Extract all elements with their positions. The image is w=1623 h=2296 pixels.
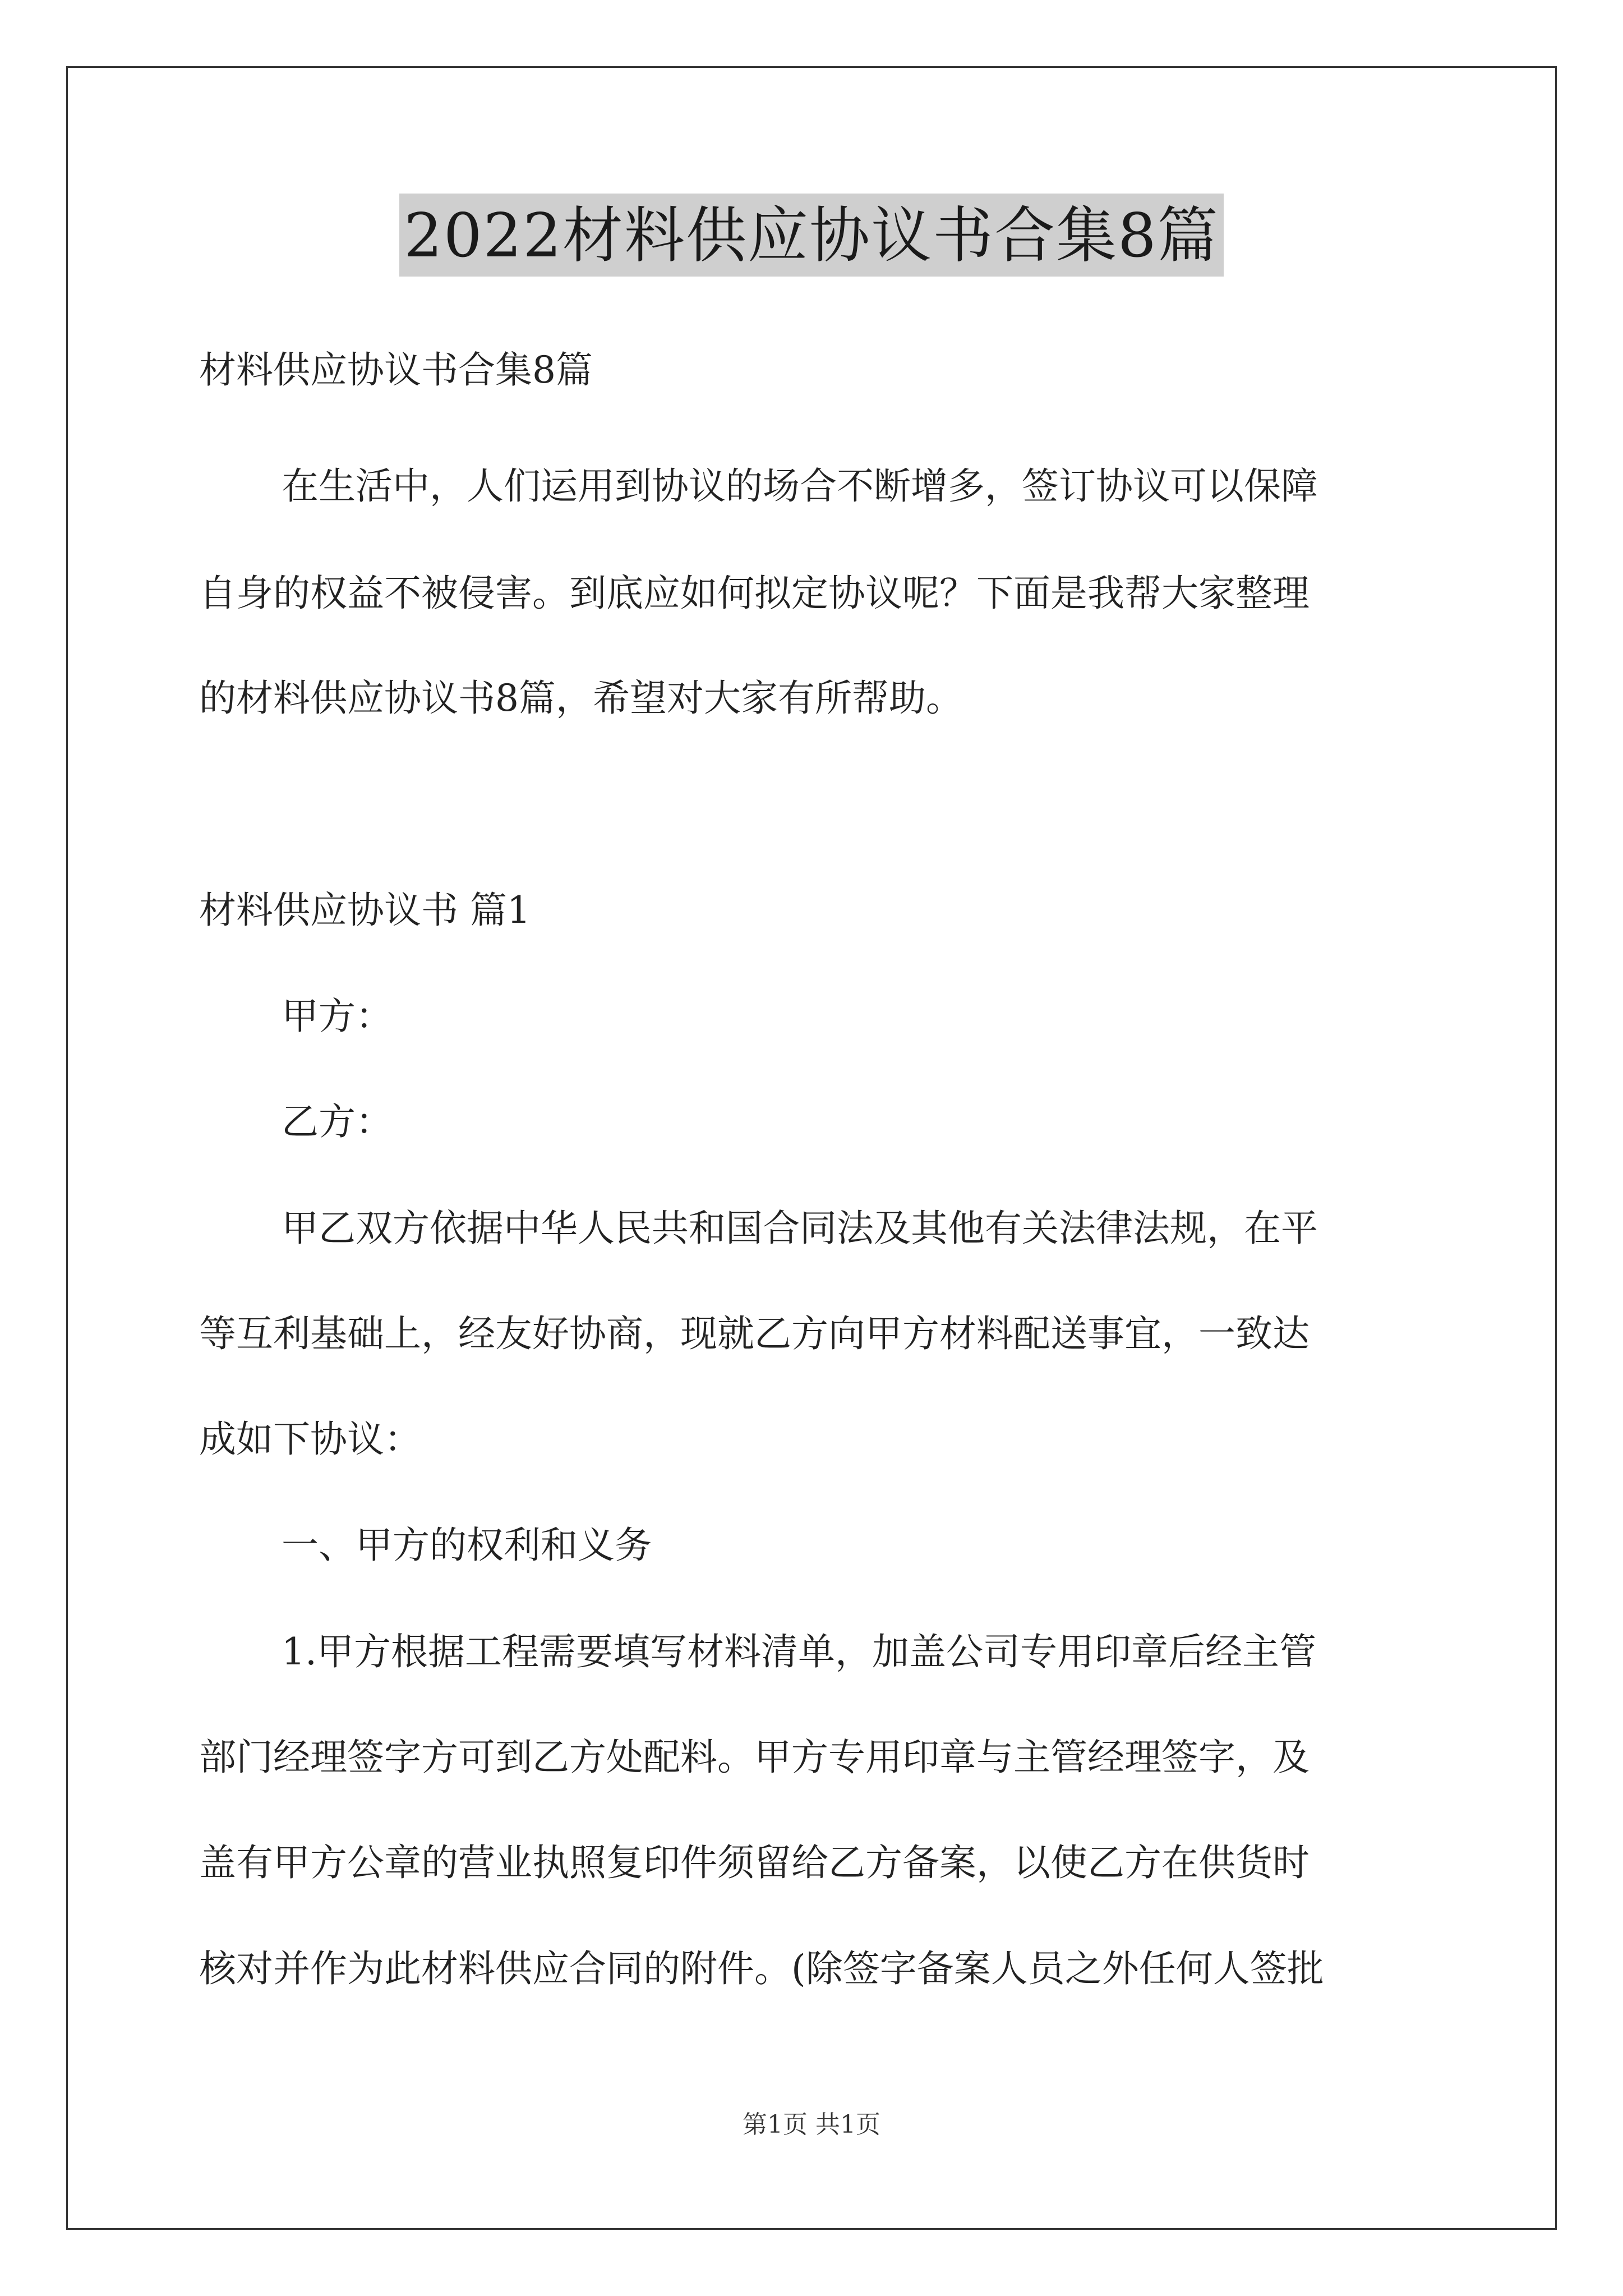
party-a-label: 甲方： — [282, 995, 393, 1038]
paragraph-line: 盖有甲方公章的营业执照复印件须留给乙方备案，以使乙方在供货时 — [199, 1841, 1310, 1884]
paragraph-line: 甲乙双方依据中华人民共和国合同法及其他有关法律法规，在平 — [282, 1207, 1318, 1250]
paragraph-line: 的材料供应协议书8篇，希望对大家有所帮助。 — [199, 677, 963, 720]
paragraph-line: 1.甲方根据工程需要填写材料清单，加盖公司专用印章后经主管 — [282, 1630, 1316, 1673]
paragraph-line: 自身的权益不被侵害。到底应如何拟定协议呢？下面是我帮大家整理 — [199, 572, 1310, 615]
page-footer: 第1页 共1页 — [743, 2110, 880, 2139]
paragraph-line: 在生活中，人们运用到协议的场合不断增多，签订协议可以保障 — [282, 464, 1318, 508]
paragraph-line: 等互利基础上，经友好协商，现就乙方向甲方材料配送事宜，一致达 — [199, 1312, 1310, 1355]
party-b-label: 乙方： — [282, 1100, 393, 1143]
clause-heading: 一、甲方的权利和义务 — [282, 1524, 652, 1567]
paragraph-line: 成如下协议： — [199, 1418, 421, 1461]
paragraph-line: 核对并作为此材料供应合同的附件。(除签字备案人员之外任何人签批 — [199, 1947, 1324, 1990]
title-container — [0, 194, 1623, 277]
section-heading: 材料供应协议书 篇1 — [199, 889, 531, 932]
subtitle-line: 材料供应协议书合集8篇 — [199, 348, 593, 392]
document-title: 2022材料供应协议书合集8篇 — [399, 194, 1224, 277]
paragraph-line: 部门经理签字方可到乙方处配料。甲方专用印章与主管经理签字，及 — [199, 1736, 1310, 1779]
